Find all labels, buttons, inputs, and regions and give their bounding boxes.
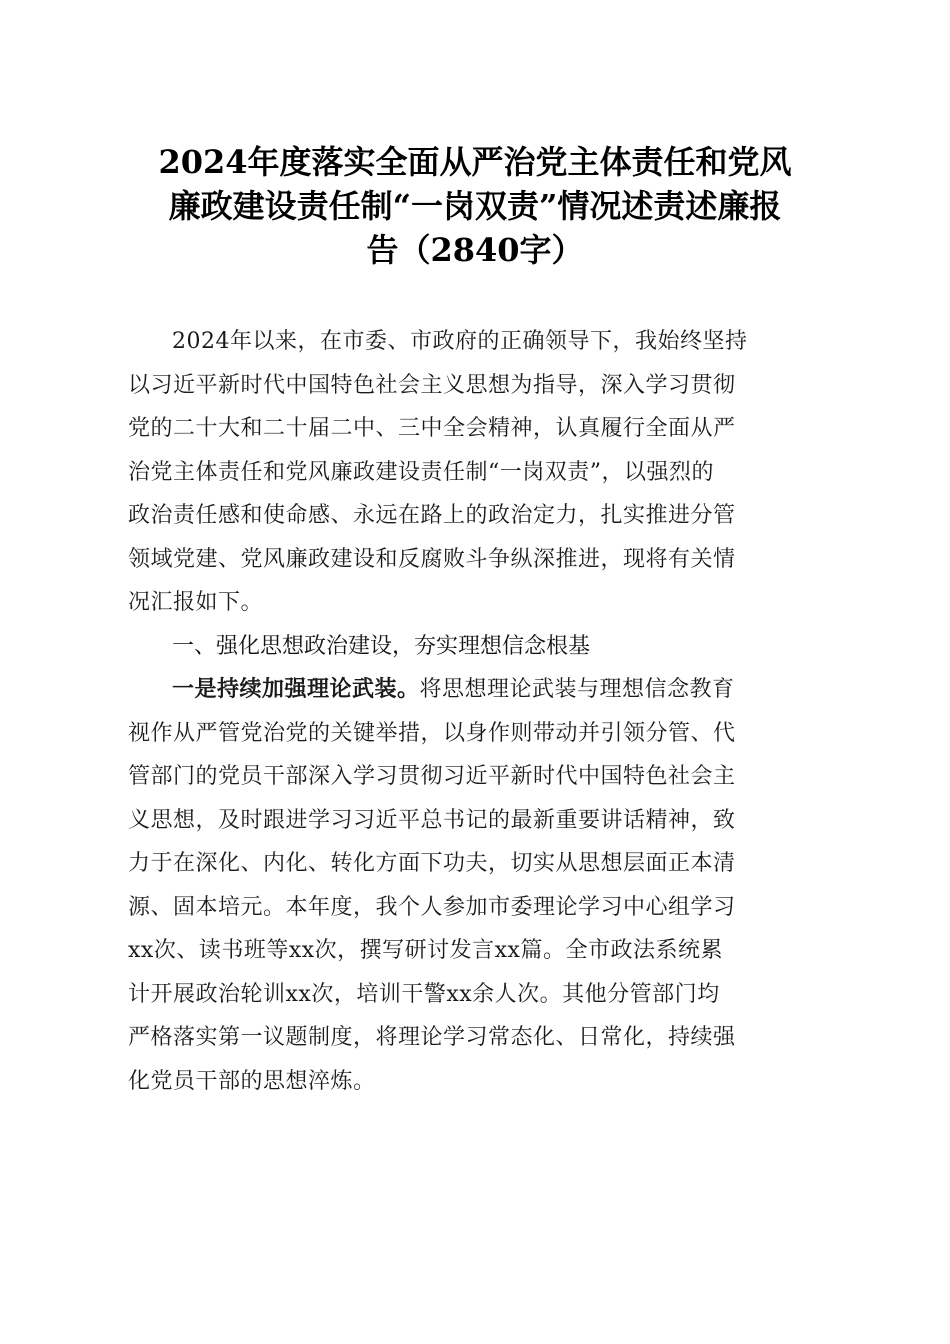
- section-1-line-3: 管部门的党员干部深入学习贯彻习近平新时代中国特色社会主: [128, 764, 736, 789]
- intro-line-2: 以习近平新时代中国特色社会主义思想为指导，深入学习贯彻: [128, 372, 736, 398]
- section-1-line-8: 计开展政治轮训xx次，培训干警xx余人次。其他分管部门均: [128, 981, 720, 1007]
- section-1-line-7: xx次、读书班等xx次，撰写研讨发言xx篇。全市政法系统累: [128, 938, 723, 963]
- intro-line-1: 2024年以来，在市委、市政府的正确领导下，我始终坚持: [172, 329, 748, 354]
- title-line-3: 告（2840字）: [366, 231, 584, 269]
- section-1-line-9: 严格落实第一议题制度，将理论学习常态化、日常化，持续强: [128, 1025, 736, 1050]
- intro-line-3: 党的二十大和二十届二中、三中全会精神，认真履行全面从严: [128, 416, 736, 441]
- intro-line-7: 况汇报如下。: [128, 590, 264, 615]
- document-title: [120, 140, 830, 272]
- section-1-line-2: 视作从严管党治党的关键举措，以身作则带动并引领分管、代: [128, 720, 736, 746]
- section-1-line-10: 化党员干部的思想淬炼。: [128, 1068, 376, 1094]
- section-1-lead: 一是持续加强理论武装。: [172, 677, 420, 702]
- section-1-heading: 一、强化思想政治建设，夯实理想信念根基: [172, 633, 591, 659]
- intro-line-5: 政治责任感和使命感、永远在路上的政治定力，扎实推进分管: [128, 503, 736, 528]
- section-1-line-4: 义思想，及时跟进学习习近平总书记的最新重要讲话精神，致: [128, 807, 736, 833]
- section-1-line-1-text: 将思想理论武装与理想信念教育: [419, 677, 735, 702]
- intro-line-4: 治党主体责任和党风廉政建设责任制“一岗双责”，以强烈的: [128, 459, 714, 485]
- section-1-line-5: 力于在深化、内化、转化方面下功夫，切实从思想层面正本清: [128, 851, 736, 876]
- intro-paragraph: [128, 320, 828, 625]
- intro-line-6: 领域党建、党风廉政建设和反腐败斗争纵深推进，现将有关情: [128, 546, 736, 572]
- section-1-line-1: [128, 668, 828, 712]
- title-line-2: 廉政建设责任制“一岗双责”情况述责述廉报: [168, 187, 782, 225]
- title-line-1: 2024年度落实全面从严治党主体责任和党风: [158, 143, 792, 181]
- document-body: [128, 320, 828, 1103]
- section-1-paragraph: [128, 668, 828, 1103]
- section-1-line-6: 源、固本培元。本年度，我个人参加市委理论学习中心组学习: [128, 894, 736, 920]
